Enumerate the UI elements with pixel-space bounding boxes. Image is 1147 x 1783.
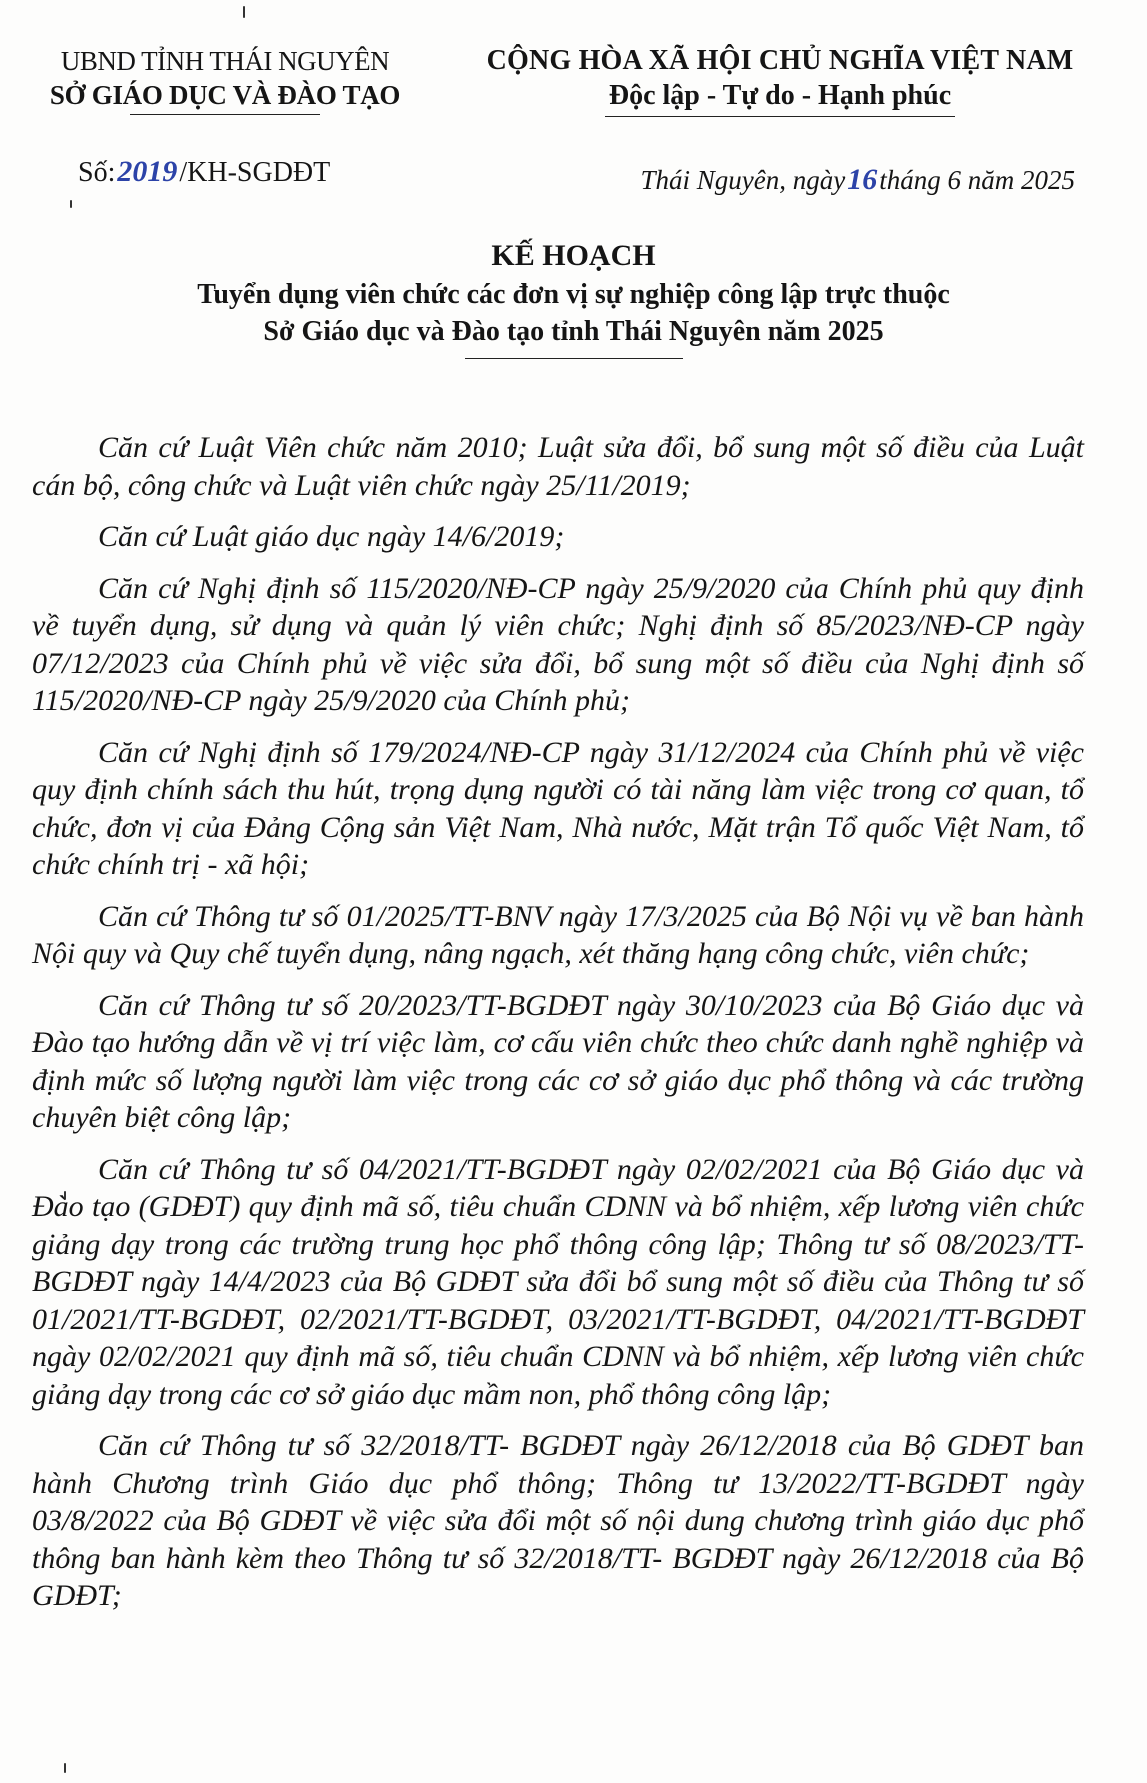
scan-mark	[243, 6, 245, 18]
handwritten-document-number: 2019	[117, 155, 178, 188]
date-suffix: tháng 6 năm 2025	[879, 165, 1075, 195]
legal-basis-paragraph: Căn cứ Nghị định số 179/2024/NĐ-CP ngày 31/12/2024 của Chính phủ về việc quy định chính sách thu hút, trọng dụng người có tài năng làm việc trong cơ quan, tổ chức, đơn vị của Đảng Cộng sản Việt Nam, Nhà nước, Mặt trận Tổ quốc Việt Nam, tổ chức chính trị - xã hội;	[32, 735, 1084, 881]
title-underline	[465, 358, 683, 359]
scan-mark	[70, 200, 72, 208]
legal-basis-paragraph: Căn cứ Thông tư số 01/2025/TT-BNV ngày 17/3/2025 của Bộ Nội vụ về ban hành Nội quy và Quy chế tuyển dụng, nâng ngạch, xét thăng hạng công chức, viên chức;	[32, 899, 1084, 970]
document-number-suffix: /KH-SGDĐT	[179, 157, 331, 188]
document-type: KẾ HOẠCH	[491, 239, 656, 272]
legal-basis-paragraph: Căn cứ Luật Viên chức năm 2010; Luật sửa đổi, bổ sung một số điều của Luật cán bộ, công chức và Luật viên chức ngày 25/11/2019;	[32, 431, 1084, 502]
legal-basis-paragraph: Căn cứ Thông tư số 04/2021/TT-BGDĐT ngày 02/02/2021 của Bộ Giáo dục và Đào tạo (GDĐT) quy định mã số, tiêu chuẩn CDNN và bổ nhiệm, xếp lương viên chức giảng dạy trong các trường trung học phổ thông công lập; Thông tư số 08/2023/TT-BGDĐT ngày 14/4/2023 của Bộ GDĐT sửa đổi bổ sung một số điều của Thông tư số 01/2021/TT-BGDĐT, 02/2021/TT-BGDĐT, 03/2021/TT-BGDĐT, 04/2021/TT-BGDĐT ngày 02/02/2021 quy định mã số, tiêu chuẩn CDNN và bổ nhiệm, xếp lương viên chức giảng dạy trong các cơ sở giáo dục mầm non, phổ thông công lập;	[32, 1152, 1084, 1411]
document-body	[32, 429, 1084, 1629]
document-number-prefix: Số:	[78, 157, 116, 188]
department-name: SỞ GIÁO DỤC VÀ ĐÀO TẠO	[49, 80, 401, 110]
national-motto: Độc lập - Tự do - Hạnh phúc	[608, 80, 952, 111]
national-title-block	[440, 44, 1120, 117]
issue-date-line	[641, 162, 1075, 198]
document-title-block	[0, 236, 1147, 359]
nation-name: CỘNG HÒA XÃ HỘI CHỦ NGHĨA VIỆT NAM	[486, 45, 1074, 76]
legal-basis-paragraph: Căn cứ Luật giáo dục ngày 14/6/2019;	[98, 520, 565, 553]
date-prefix: Thái Nguyên, ngày	[640, 165, 846, 195]
document-subject-line-2: Sở Giáo dục và Đào tạo tỉnh Thái Nguyên năm 2025	[263, 316, 884, 347]
legal-basis-paragraph: Căn cứ Thông tư số 32/2018/TT- BGDĐT ngày 26/12/2018 của Bộ GDĐT ban hành Chương trình Giáo dục phổ thông; Thông tư 13/2022/TT-BGDĐT ngày 03/8/2022 của Bộ GDĐT về việc sửa đổi một số nội dung chương trình giáo dục phổ thông ban hành kèm theo Thông tư số 32/2018/TT- BGDĐT ngày 26/12/2018 của Bộ GDĐT;	[32, 1429, 1084, 1612]
scan-mark	[64, 1763, 66, 1773]
department-underline	[130, 114, 320, 115]
legal-basis-paragraph: Căn cứ Nghị định số 115/2020/NĐ-CP ngày 25/9/2020 của Chính phủ quy định về tuyển dụng, sử dụng và quản lý viên chức; Nghị định số 85/2023/NĐ-CP ngày 07/12/2023 của Chính phủ về việc sửa đổi, bổ sung một số điều của Nghị định số 115/2020/NĐ-CP ngày 25/9/2020 của Chính phủ;	[32, 571, 1084, 717]
issuing-agency-block	[30, 44, 420, 115]
motto-underline	[605, 116, 955, 117]
document-number	[78, 154, 330, 191]
handwritten-day: 16	[847, 163, 878, 196]
agency-name: UBND TỈNH THÁI NGUYÊN	[60, 46, 390, 76]
legal-basis-paragraph: Căn cứ Thông tư số 20/2023/TT-BGDĐT ngày 30/10/2023 của Bộ Giáo dục và Đào tạo hướng dẫn về vị trí việc làm, cơ cấu viên chức theo chức danh nghề nghiệp và định mức số lượng người làm việc trong các cơ sở giáo dục phổ thông và các trường chuyên biệt công lập;	[32, 988, 1084, 1134]
document-subject-line-1: Tuyển dụng viên chức các đơn vị sự nghiệp công lập trực thuộc	[197, 279, 950, 310]
